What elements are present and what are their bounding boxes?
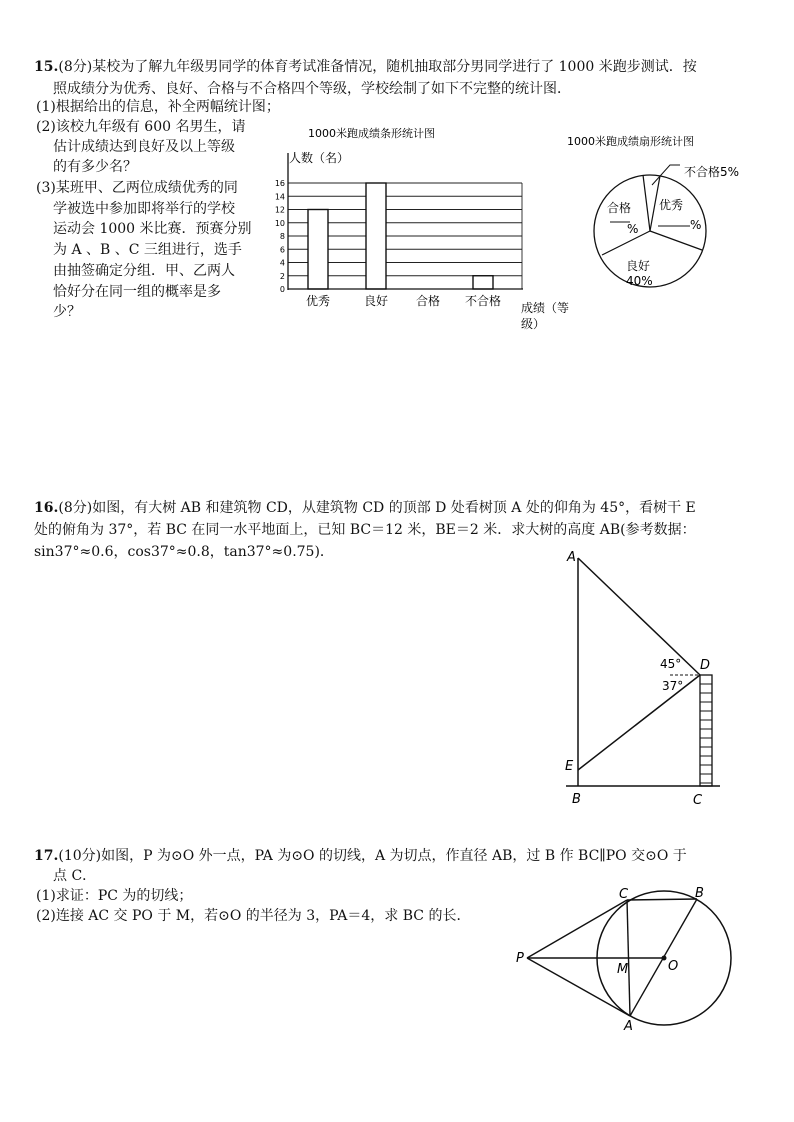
q16-line3: sin37°≈0.6，cos37°≈0.8，tan37°≈0.75)．: [34, 544, 334, 560]
y-tick-label: 10: [274, 218, 285, 228]
y-tick-label: 16: [274, 179, 285, 188]
bar-chart-ylabel: 人数（名）: [289, 151, 350, 165]
label-O: O: [668, 959, 679, 974]
pie-label-good-pct: 40%: [626, 274, 653, 288]
label-C17: C: [619, 887, 629, 902]
q15-part3-l1: (3)某班甲、乙两位成绩优秀的同: [36, 180, 238, 196]
label-B17: B: [695, 886, 704, 901]
q17-number: 17.: [34, 848, 59, 864]
pie-label-excellent: 优秀: [659, 198, 684, 212]
q15-part3-l5: 由抽签确定分组．甲、乙两人: [53, 263, 235, 279]
angle-37: 37°: [662, 679, 684, 693]
pie-label-good: 良好: [626, 259, 651, 273]
x-category-label: 不合格: [464, 294, 502, 308]
label-P: P: [516, 951, 524, 966]
line-PC: [527, 900, 627, 958]
q16-line2: 处的俯角为 37°，若 BC 在同一水平地面上，已知 BC＝12 米，BE＝2 米．求大树的高度 AB(参考数据：: [34, 522, 696, 538]
q17-line1: 17.(10分)如图，P 为⊙O 外一点，PA 为⊙O 的切线，A 为切点，作直径 AB，过 B 作 BC∥PO 交⊙O 于: [34, 848, 687, 864]
label-M: M: [617, 962, 629, 977]
q16-line1: 16.(8分)如图，有大树 AB 和建筑物 CD，从建筑物 CD 的顶部 D 处看树顶 A 处的仰角为 45°，看树干 E: [34, 500, 696, 516]
label-A: A: [567, 550, 576, 565]
q15-line2: 照成绩分为优秀、良好、合格与不合格四个等级，学校绘制了如下不完整的统计图．: [53, 81, 571, 97]
line-CB: [627, 899, 697, 900]
pie-label-excellent-pct: %: [690, 218, 702, 232]
pie-label-pass-pct: %: [627, 222, 639, 236]
q15-part2-l1: (2)该校九年级有 600 名男生，请: [36, 119, 246, 135]
y-tick-label: 12: [274, 205, 285, 215]
y-tick-label: 6: [279, 245, 285, 255]
angle-45: 45°: [660, 657, 682, 671]
x-category-label: 良好: [363, 294, 389, 308]
line-PA: [527, 958, 630, 1016]
y-tick-label: 0: [279, 285, 285, 294]
q17-line2: 点 C．: [53, 868, 97, 884]
pie-chart-title: 1000米跑成绩扇形统计图: [567, 135, 694, 148]
q15-part3-l4: 为 A 、B 、C 三组进行，选手: [53, 242, 242, 258]
pie-label-pass: 合格: [607, 201, 632, 215]
q15-number: 15.: [34, 59, 59, 75]
q15-part3-l6: 恰好分在同一组的概率是多: [53, 284, 221, 300]
y-tick-label: 8: [279, 232, 285, 241]
q15-part3-l2: 学被选中参加即将举行的学校: [53, 201, 235, 217]
bar-chart-xlabel-1: 成绩（等: [521, 301, 570, 315]
y-tick-label: 4: [279, 258, 285, 268]
x-category-label: 合格: [415, 294, 441, 308]
y-tick-label: 14: [274, 192, 285, 202]
bar-chart-xlabel-2: 级）: [521, 317, 546, 331]
label-B: B: [572, 792, 581, 807]
bar-chart-title: 1000米跑成绩条形统计图: [308, 127, 435, 140]
q15-part3-l3: 运动会 1000 米比赛．预赛分别: [53, 221, 252, 237]
q15-part2-l3: 的有多少名？: [53, 159, 137, 175]
label-C: C: [693, 793, 703, 808]
q15-part3-l7: 少？: [53, 304, 81, 320]
q16-number: 16.: [34, 500, 59, 516]
x-category-label: 优秀: [305, 294, 331, 308]
y-tick-label: 2: [279, 271, 285, 281]
q15-part1: (1)根据给出的信息，补全两幅统计图；: [36, 99, 280, 115]
q15-part2-l2: 估计成绩达到良好及以上等级: [53, 139, 235, 155]
q17-part1: (1)求证：PC 为的切线；: [36, 888, 193, 904]
q15-line1: 15.(8分)某校为了解九年级男同学的体育考试准备情况，随机抽取部分男同学进行了 1000 米跑步测试．按: [34, 59, 697, 75]
q17-part2: (2)连接 AC 交 PO 于 M，若⊙O 的半径为 3，PA＝4，求 BC 的长．: [36, 908, 471, 924]
label-A17: A: [624, 1019, 633, 1034]
pie-label-fail: 不合格5%: [684, 165, 740, 179]
label-D: D: [700, 658, 711, 673]
label-E: E: [565, 759, 574, 774]
point-O: [662, 956, 667, 961]
